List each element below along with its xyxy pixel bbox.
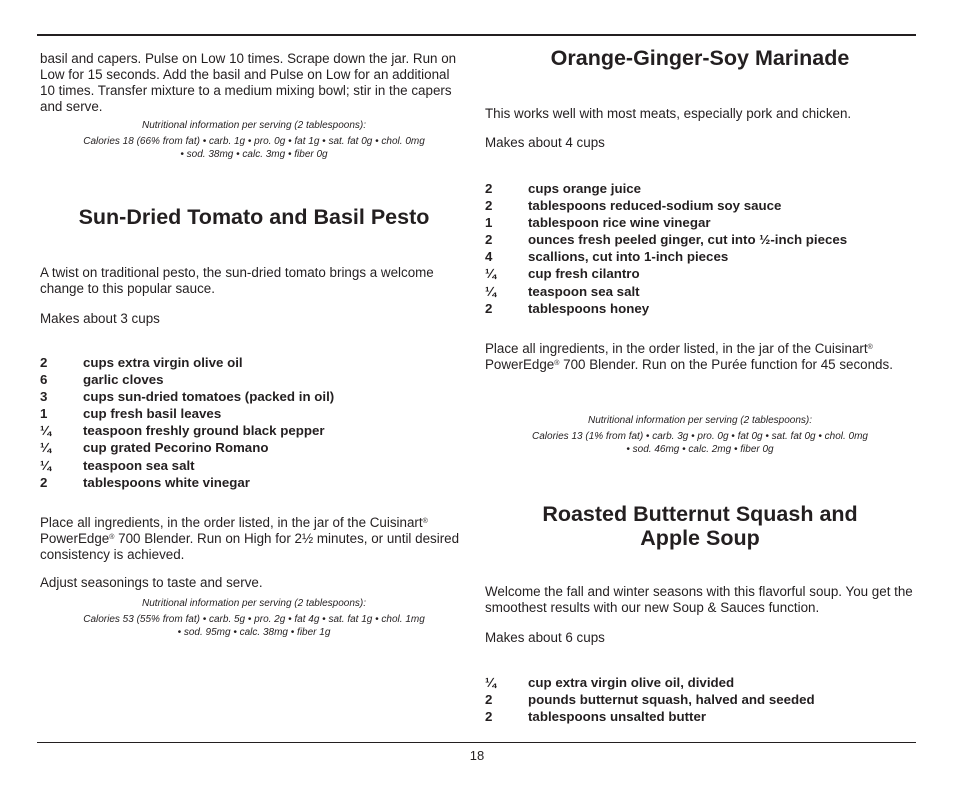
nutrition-line-1: Calories 18 (66% from fat) • carb. 1g • pro. 0g • fat 1g • sat. fat 0g • chol. 0mg (83, 136, 425, 147)
recipe-title-sun-dried-tomato-pesto: Sun-Dried Tomato and Basil Pesto (78, 205, 430, 229)
ingredient-qty: ¼ (485, 266, 497, 282)
ingredient-list (485, 674, 915, 725)
ingredient-qty: 2 (40, 474, 48, 490)
ingredient-row (40, 354, 468, 371)
nutrition-line-2: • sod. 46mg • calc. 2mg • fiber 0g (626, 443, 774, 455)
registered-mark: ® (422, 518, 428, 525)
recipe-intro: This works well with most meats, especially pork and chicken. (485, 106, 852, 121)
ingredient-row (485, 708, 915, 725)
ingredient-row (40, 371, 468, 388)
ingredient-row (485, 691, 915, 708)
ingredient-item: cup fresh basil leaves (83, 406, 222, 422)
ingredient-item: tablespoons white vinegar (83, 474, 250, 490)
nutrition-line-1: Calories 53 (55% from fat) • carb. 5g • pro. 2g • fat 4g • sat. fat 1g • chol. 1mg (83, 614, 425, 625)
nutrition-line-2: • sod. 95mg • calc. 38mg • fiber 1g (177, 626, 331, 638)
ingredient-item: garlic cloves (83, 372, 164, 388)
recipe-title-butternut-squash-apple-soup (485, 502, 915, 550)
recipe-yield: Makes about 3 cups (40, 311, 160, 326)
ingredient-qty: ¼ (40, 423, 52, 439)
recipe-title-orange-ginger-soy-marinade: Orange-Ginger-Soy Marinade (550, 46, 850, 70)
nutrition-heading: Nutritional information per serving (2 tablespoons): (142, 598, 366, 609)
nutrition-values (485, 431, 915, 456)
ingredient-row (40, 457, 468, 474)
ingredient-item: cups sun-dried tomatoes (packed in oil) (83, 389, 335, 405)
ingredient-item: teaspoon freshly ground black pepper (83, 423, 325, 439)
ingredient-qty: 3 (40, 389, 48, 405)
ingredient-item: tablespoons reduced-sodium soy sauce (528, 198, 782, 214)
ingredient-qty: 2 (485, 198, 493, 214)
ingredient-item: tablespoon rice wine vinegar (528, 215, 711, 231)
ingredient-row (40, 388, 468, 405)
method-text-a: Place all ingredients, in the order listed, in the jar of the Cuisinart (485, 341, 868, 356)
ingredient-row (485, 214, 915, 231)
nutrition-heading: Nutritional information per serving (2 tablespoons): (142, 120, 366, 131)
ingredient-qty: 2 (485, 181, 493, 196)
nutrition-values (40, 614, 468, 639)
method-text-a: Place all ingredients, in the order listed, in the jar of the Cuisinart (40, 515, 423, 530)
ingredient-row (40, 422, 468, 439)
recipe-method (40, 515, 468, 563)
ingredient-item: cups extra virgin olive oil (83, 355, 243, 370)
ingredient-item: cup extra virgin olive oil, divided (528, 675, 735, 690)
ingredient-qty: ¼ (40, 440, 52, 456)
ingredient-row (485, 283, 915, 300)
ingredient-row (485, 265, 915, 282)
ingredient-qty: 2 (485, 300, 493, 316)
ingredient-row (485, 248, 915, 265)
adjust-seasoning-note: Adjust seasonings to taste and serve. (40, 575, 263, 590)
ingredient-qty: 1 (40, 406, 48, 422)
ingredient-qty: 2 (485, 232, 493, 248)
ingredient-row (40, 405, 468, 422)
recipe-intro: Welcome the fall and winter seasons with this flavorful soup. You get the smoothest results with our new Soup & Sauces function. (485, 584, 913, 615)
nutrition-line-1: Calories 13 (1% from fat) • carb. 3g • pro. 0g • fat 0g • sat. fat 0g • chol. 0mg (532, 431, 868, 442)
title-line-2: Apple Soup (640, 526, 760, 550)
recipe-intro: A twist on traditional pesto, the sun-dried tomato brings a welcome change to this popular sauce. (40, 265, 434, 296)
method-text-c: 700 Blender. Run on High for 2½ minutes, or until desired consistency is achieved. (40, 531, 460, 562)
ingredient-qty: 2 (40, 355, 48, 370)
ingredient-item: teaspoon sea salt (528, 283, 640, 299)
ingredient-item: cup fresh cilantro (528, 266, 640, 282)
ingredient-qty: 6 (40, 372, 48, 388)
ingredient-qty: 4 (485, 249, 493, 265)
ingredient-row (485, 300, 915, 317)
recipe-yield: Makes about 6 cups (485, 630, 605, 645)
ingredient-row (40, 474, 468, 491)
page-number: 18 (469, 748, 485, 763)
registered-mark: ® (109, 534, 115, 541)
nutrition-heading: Nutritional information per serving (2 tablespoons): (588, 415, 812, 426)
continued-method-text: basil and capers. Pulse on Low 10 times. Scrape down the jar. Run on Low for 15 seconds. Add the basil and Pulse on Low for an additional 10 times. Transfer mixture to a medium mixing bowl; stir in the capers and serve. (40, 51, 457, 114)
bottom-rule (37, 742, 916, 743)
registered-mark: ® (867, 344, 873, 351)
ingredient-item: tablespoons honey (528, 300, 650, 316)
ingredient-qty: ¼ (485, 283, 497, 299)
recipe-yield: Makes about 4 cups (485, 135, 605, 150)
ingredient-item: cup grated Pecorino Romano (83, 440, 269, 456)
ingredient-item: teaspoon sea salt (83, 457, 195, 473)
ingredient-qty: 2 (485, 692, 493, 708)
registered-mark: ® (554, 360, 560, 367)
method-text-c: 700 Blender. Run on the Purée function for 45 seconds. (559, 357, 893, 372)
ingredient-row (485, 231, 915, 248)
ingredient-list (40, 354, 468, 491)
ingredient-item: scallions, cut into 1-inch pieces (528, 249, 729, 265)
ingredient-qty: 2 (485, 709, 493, 725)
recipe-method (485, 341, 915, 373)
ingredient-row (485, 180, 915, 197)
ingredient-row (485, 674, 915, 691)
ingredient-row (485, 197, 915, 214)
method-text-b: PowerEdge (40, 531, 110, 546)
method-text-b: PowerEdge (485, 357, 555, 372)
ingredient-item: pounds butternut squash, halved and seeded (528, 692, 815, 708)
nutrition-values (40, 136, 468, 161)
ingredient-item: cups orange juice (528, 181, 642, 196)
ingredient-item: ounces fresh peeled ginger, cut into ½-inch pieces (528, 232, 848, 248)
ingredient-qty: ¼ (40, 457, 52, 473)
nutrition-line-2: • sod. 38mg • calc. 3mg • fiber 0g (180, 148, 328, 160)
ingredient-list (485, 180, 915, 317)
title-line-1: Roasted Butternut Squash and (542, 502, 858, 526)
top-rule (37, 34, 916, 36)
ingredient-row (40, 439, 468, 456)
ingredient-qty: 1 (485, 215, 493, 231)
ingredient-qty: ¼ (485, 675, 497, 690)
ingredient-item: tablespoons unsalted butter (528, 709, 707, 725)
